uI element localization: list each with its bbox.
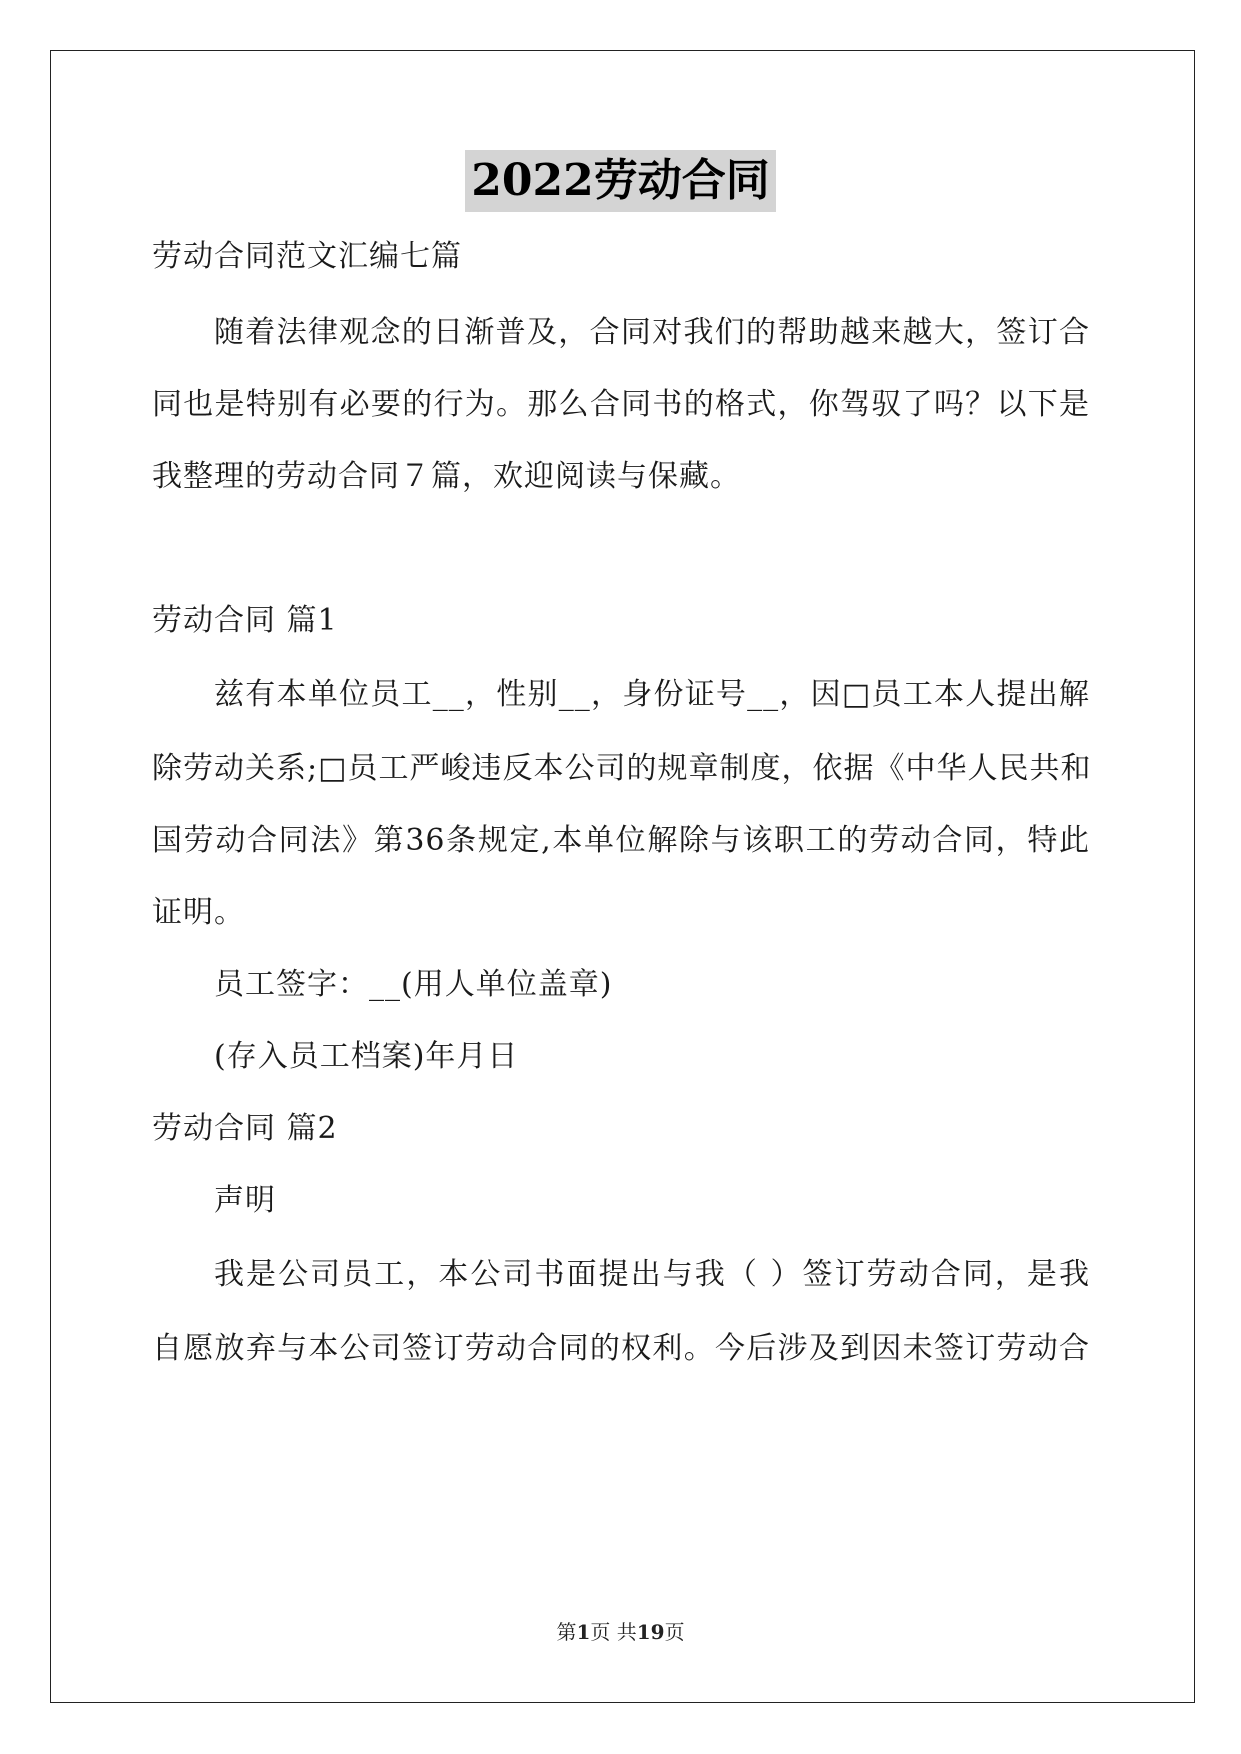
intro-line-3: 我整理的劳动合同７篇，欢迎阅读与保藏。: [152, 459, 741, 494]
footer-mid: 页 共: [590, 1620, 637, 1644]
section-heading-2: 劳动合同 篇2: [152, 1111, 338, 1146]
intro-line-1: 随着法律观念的日渐普及，合同对我们的帮助越来越大，签订合: [214, 315, 1090, 350]
statement-heading: 声明: [214, 1183, 276, 1218]
section1-line-1: 兹有本单位员工__，性别__，身份证号__，因□员工本人提出解: [214, 677, 1090, 712]
intro-line-2: 同也是特别有必要的行为。那么合同书的格式，你驾驭了吗？以下是: [152, 387, 1090, 422]
page-footer: [0, 1618, 1241, 1646]
section1-line-2: 除劳动关系;□员工严峻违反本公司的规章制度，依据《中华人民共和: [152, 751, 1092, 786]
page-border: [50, 50, 1195, 1703]
total-pages-number: 19: [636, 1620, 665, 1644]
section1-line-3: 国劳动合同法》第36条规定,本单位解除与该职工的劳动合同，特此: [152, 823, 1090, 858]
current-page-number: 1: [576, 1620, 591, 1644]
section2-line-1: 我是公司员工，本公司书面提出与我（ ）签订劳动合同，是我: [214, 1257, 1090, 1292]
footer-suffix: 页: [664, 1620, 685, 1644]
title-container: [0, 150, 1241, 212]
footer-prefix: 第: [556, 1620, 577, 1644]
section-heading-1: 劳动合同 篇1: [152, 603, 338, 638]
section2-line-2: 自愿放弃与本公司签订劳动合同的权利。今后涉及到因未签订劳动合: [152, 1331, 1090, 1366]
subtitle-line: 劳动合同范文汇编七篇: [152, 239, 462, 274]
section1-line-4: 证明。: [152, 895, 245, 930]
document-title: 2022劳动合同: [465, 150, 775, 212]
signature-line: 员工签字：__(用人单位盖章): [214, 967, 613, 1002]
archive-line: (存入员工档案)年月日: [214, 1039, 519, 1074]
